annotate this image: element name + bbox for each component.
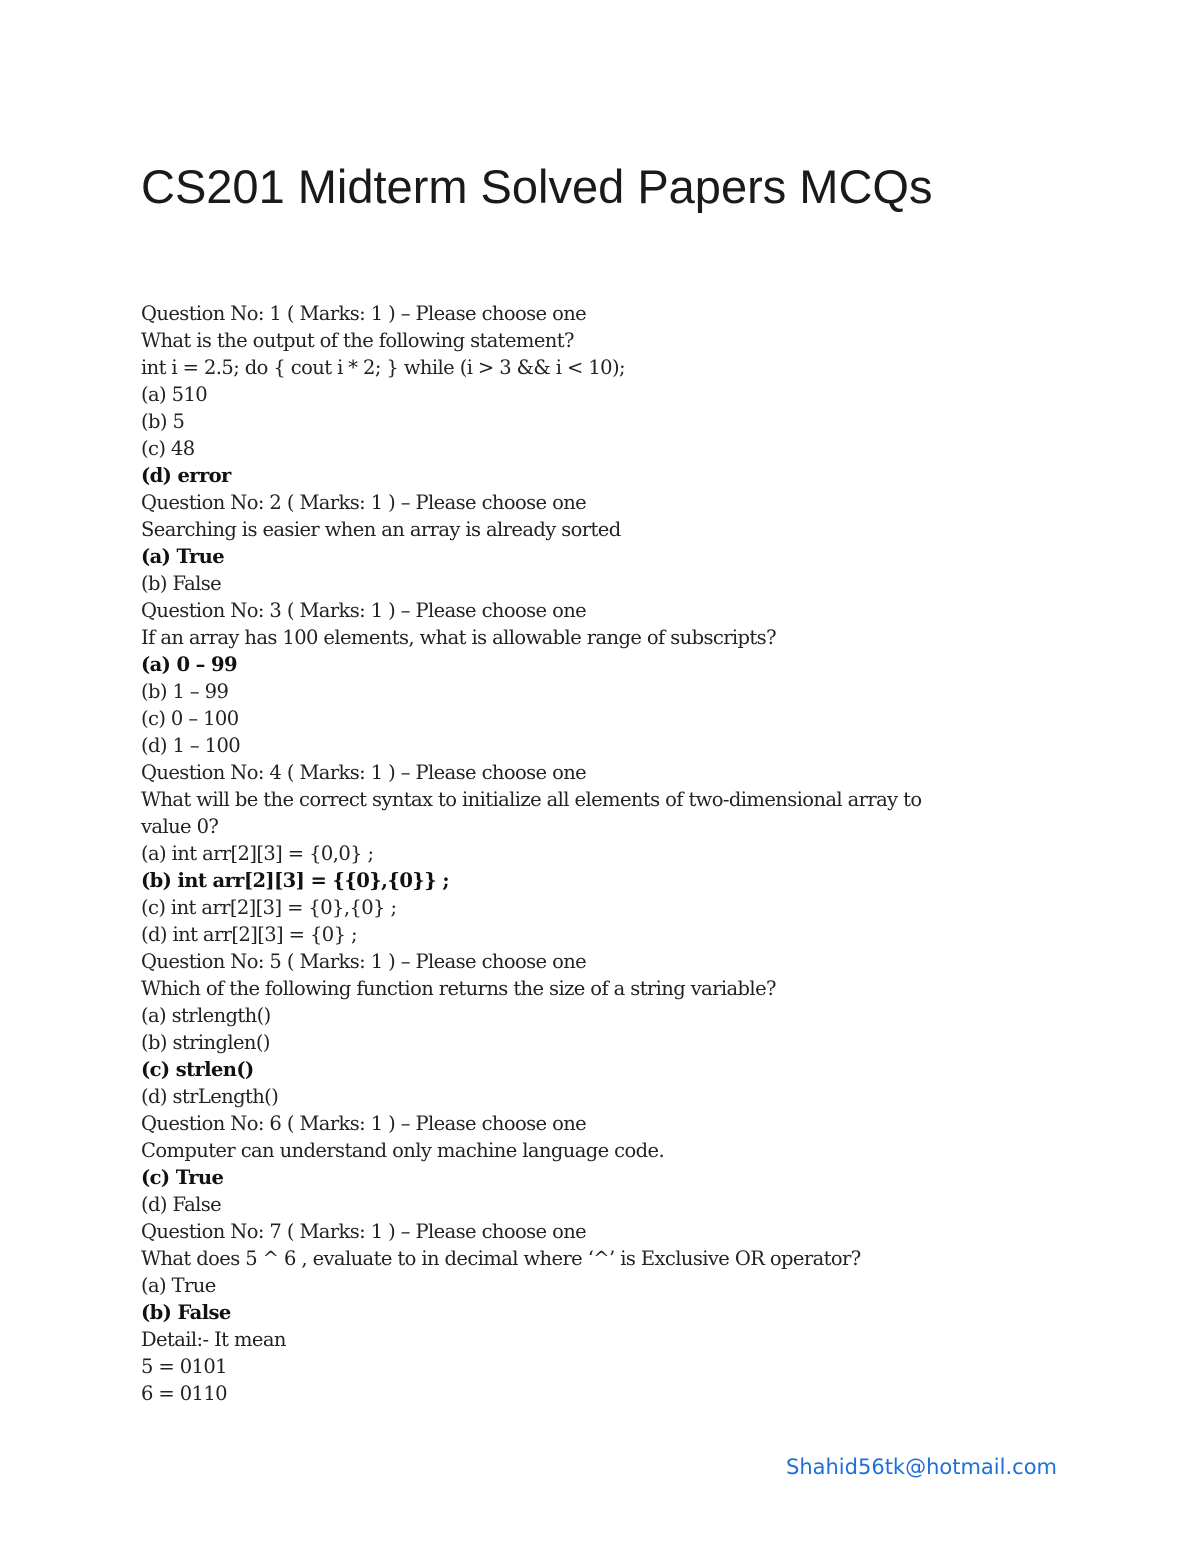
correct-option: (c) strlen() bbox=[141, 1058, 254, 1081]
question-header: Question No: 4 ( Marks: 1 ) – Please choose one bbox=[141, 761, 587, 784]
answer-option: (b) 5 bbox=[141, 410, 185, 433]
text-line: What will be the correct syntax to initialize all elements of two-dimensional array to bbox=[141, 788, 922, 811]
answer-option: (d) int arr[2][3] = {0} ; bbox=[141, 923, 357, 946]
answer-option: (a) True bbox=[141, 1274, 216, 1297]
correct-option: (c) True bbox=[141, 1166, 224, 1189]
question-header: Question No: 1 ( Marks: 1 ) – Please choose one bbox=[141, 302, 587, 325]
text-line: 6 = 0110 bbox=[141, 1382, 227, 1405]
correct-option: (d) error bbox=[141, 464, 231, 487]
answer-option: (b) 1 – 99 bbox=[141, 680, 229, 703]
text-line: int i = 2.5; do { cout i * 2; } while (i > 3 && i < 10); bbox=[141, 356, 625, 379]
question-header: Question No: 3 ( Marks: 1 ) – Please choose one bbox=[141, 599, 587, 622]
question-header: Question No: 5 ( Marks: 1 ) – Please choose one bbox=[141, 950, 587, 973]
correct-option: (a) 0 – 99 bbox=[141, 653, 237, 676]
answer-option: (d) False bbox=[141, 1193, 222, 1216]
correct-option: (b) int arr[2][3] = {{0},{0}} ; bbox=[141, 869, 449, 892]
text-line: Detail:- It mean bbox=[141, 1328, 286, 1351]
answer-option: (a) strlength() bbox=[141, 1004, 271, 1027]
answer-option: (a) int arr[2][3] = {0,0} ; bbox=[141, 842, 374, 865]
question-header: Question No: 7 ( Marks: 1 ) – Please choose one bbox=[141, 1220, 587, 1243]
text-line: Computer can understand only machine language code. bbox=[141, 1139, 665, 1162]
footer-email: Shahid56tk@hotmail.com bbox=[785, 1455, 1057, 1479]
answer-option: (d) 1 – 100 bbox=[141, 734, 241, 757]
answer-option: (c) 0 – 100 bbox=[141, 707, 239, 730]
text-line: Which of the following function returns the size of a string variable? bbox=[141, 977, 776, 1000]
text-line: If an array has 100 elements, what is allowable range of subscripts? bbox=[141, 626, 776, 649]
text-line: What does 5 ^ 6 , evaluate to in decimal where ‘^’ is Exclusive OR operator? bbox=[141, 1247, 861, 1270]
text-line: What is the output of the following statement? bbox=[141, 329, 574, 352]
correct-option: (a) True bbox=[141, 545, 225, 568]
answer-option: (b) stringlen() bbox=[141, 1031, 270, 1054]
text-line: 5 = 0101 bbox=[141, 1355, 227, 1378]
text-line: value 0? bbox=[141, 815, 219, 838]
answer-option: (a) 510 bbox=[141, 383, 208, 406]
answer-option: (b) False bbox=[141, 572, 222, 595]
answer-option: (c) int arr[2][3] = {0},{0} ; bbox=[141, 896, 397, 919]
page-title: CS201 Midterm Solved Papers MCQs bbox=[141, 160, 933, 213]
answer-option: (c) 48 bbox=[141, 437, 195, 460]
question-header: Question No: 2 ( Marks: 1 ) – Please choose one bbox=[141, 491, 587, 514]
question-list bbox=[141, 300, 1041, 1407]
correct-option: (b) False bbox=[141, 1301, 231, 1324]
question-header: Question No: 6 ( Marks: 1 ) – Please choose one bbox=[141, 1112, 587, 1135]
answer-option: (d) strLength() bbox=[141, 1085, 279, 1108]
text-line: Searching is easier when an array is already sorted bbox=[141, 518, 621, 541]
